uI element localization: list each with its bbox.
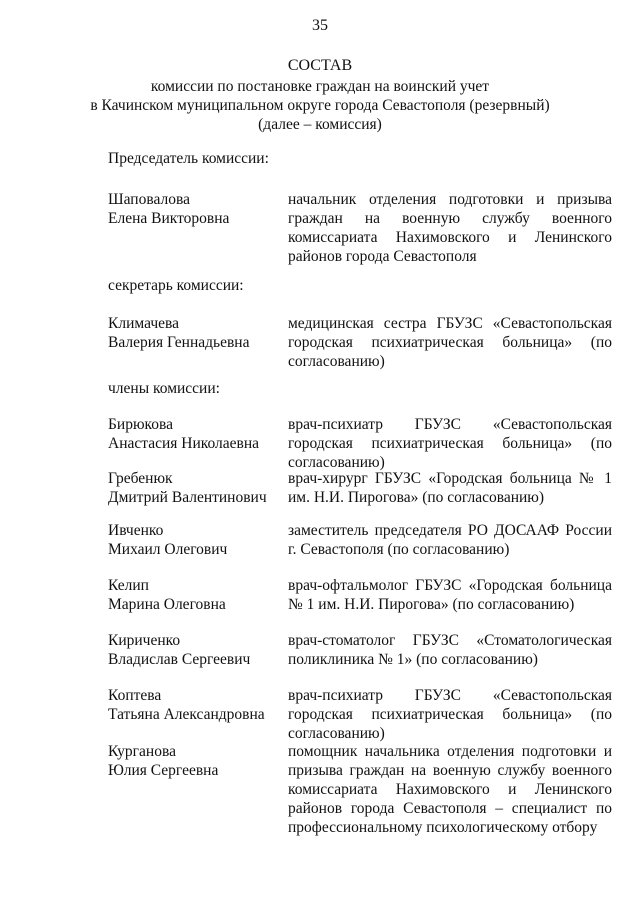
- person-surname: Шаповалова: [108, 191, 190, 208]
- person-name: [108, 190, 288, 228]
- person-surname: Келип: [108, 577, 149, 594]
- document-subtitle-line-2: в Качинском муниципальном округе города Севастополя (резервный): [90, 97, 550, 114]
- person-given-names: Дмитрий Валентинович: [108, 489, 267, 506]
- person-given-names: Владислав Сергеевич: [108, 651, 251, 668]
- person-name: [108, 469, 288, 507]
- secretary-section-label: секретарь комиссии:: [108, 277, 244, 294]
- chair-section-label: Председатель комиссии:: [108, 150, 269, 167]
- person-role: врач-стоматолог ГБУЗС «Стоматологическая поликлиника № 1» (по согласованию): [288, 632, 612, 668]
- person-role: начальник отделения подготовки и призыва граждан на военную службу военного комиссариата Нахимовского и Ленинского районов города Севастополя: [288, 191, 612, 265]
- person-given-names: Татьяна Александровна: [108, 706, 265, 723]
- person-role: медицинская сестра ГБУЗС «Севастопольская городская психиатрическая больница» (по согласованию): [288, 315, 612, 370]
- person-role: заместитель председателя РО ДОСААФ России г. Севастополя (по согласованию): [288, 522, 612, 558]
- person-name: [108, 415, 288, 453]
- person-role: врач-психиатр ГБУЗС «Севастопольская городская психиатрическая больница» (по согласованию): [288, 416, 612, 471]
- person-surname: Бирюкова: [108, 416, 174, 433]
- person-given-names: Марина Олеговна: [108, 596, 226, 613]
- person-surname: Кириченко: [108, 632, 181, 649]
- person-surname: Гребенюк: [108, 470, 173, 487]
- document-subtitle-line-1: комиссии по постановке граждан на воинский учет: [150, 78, 490, 95]
- person-name: [108, 576, 288, 614]
- document-subtitle-line-3: (далее – комиссия): [258, 116, 382, 133]
- person-name: [108, 521, 288, 559]
- person-name: [108, 631, 288, 669]
- page-number: 35: [312, 17, 328, 34]
- person-name: [108, 742, 288, 780]
- person-role: врач-офтальмолог ГБУЗС «Городская больница № 1 им. Н.И. Пирогова» (по согласованию): [288, 577, 612, 613]
- person-role: врач-психиатр ГБУЗС «Севастопольская городская психиатрическая больница» (по согласованию): [288, 687, 612, 742]
- person-surname: Курганова: [108, 743, 176, 760]
- document-heading: [0, 56, 640, 134]
- document-title: СОСТАВ: [287, 57, 353, 74]
- person-given-names: Юлия Сергеевна: [108, 762, 219, 779]
- person-role: помощник начальника отделения подготовки и призыва граждан на военную службу военного комиссариата Нахимовского и Ленинского районов города Севастополя – специалист по профессиональному психологическому отбору: [288, 743, 612, 836]
- person-given-names: Валерия Геннадьевна: [108, 334, 250, 351]
- person-surname: Ивченко: [108, 522, 164, 539]
- person-surname: Коптева: [108, 687, 162, 704]
- person-given-names: Елена Викторовна: [108, 210, 230, 227]
- person-role: врач-хирург ГБУЗС «Городская больница № 1 им. Н.И. Пирогова» (по согласованию): [288, 470, 612, 506]
- person-name: [108, 314, 288, 352]
- person-given-names: Анастасия Николаевна: [108, 435, 260, 452]
- person-surname: Климачева: [108, 315, 179, 332]
- members-section-label: члены комиссии:: [108, 380, 220, 397]
- person-name: [108, 686, 288, 724]
- person-given-names: Михаил Олегович: [108, 541, 228, 558]
